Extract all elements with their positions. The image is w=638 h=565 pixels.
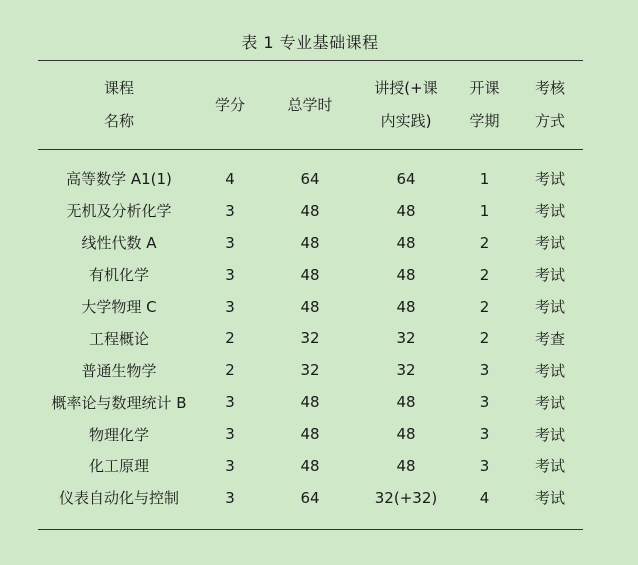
table-row <box>38 291 583 323</box>
cell-assessment: 考查 <box>534 329 565 348</box>
cell-semester: 3 <box>479 456 490 475</box>
cell-lecture-hours: 48 <box>396 297 416 316</box>
cell-credits: 3 <box>225 393 235 412</box>
cell-assessment: 考试 <box>534 489 565 508</box>
cell-credits: 3 <box>225 425 235 444</box>
cell-total-hours: 48 <box>300 265 320 284</box>
cell-total-hours: 48 <box>300 456 320 475</box>
table-row <box>38 195 583 227</box>
cell-lecture-hours: 48 <box>396 233 416 252</box>
cell-course-name: 物理化学 <box>88 425 149 444</box>
cell-total-hours: 48 <box>300 233 320 252</box>
header-total-hours-line1: 总学时 <box>287 95 333 114</box>
header-course-name-line1: 课程 <box>103 79 134 97</box>
header-assessment-line1: 考核 <box>534 79 565 97</box>
cell-total-hours: 64 <box>300 169 320 188</box>
table-bottom-rule <box>38 529 583 530</box>
cell-assessment: 考试 <box>534 425 565 444</box>
cell-assessment: 考试 <box>534 234 565 253</box>
cell-credits: 3 <box>225 456 235 475</box>
table-row <box>38 322 583 354</box>
cell-total-hours: 32 <box>300 329 320 348</box>
cell-course-name: 高等数学 A1(1) <box>66 170 172 189</box>
table-row <box>38 450 583 482</box>
cell-credits: 3 <box>225 265 235 284</box>
cell-semester: 4 <box>479 488 490 507</box>
cell-semester: 3 <box>479 425 490 444</box>
cell-semester: 1 <box>479 201 490 220</box>
cell-total-hours: 32 <box>300 361 320 380</box>
table-row <box>38 418 583 450</box>
cell-credits: 2 <box>225 361 235 380</box>
table-row <box>38 354 583 386</box>
cell-assessment: 考试 <box>534 393 565 412</box>
cell-lecture-hours: 48 <box>396 456 416 475</box>
cell-semester: 2 <box>479 265 490 284</box>
cell-semester: 2 <box>479 329 490 348</box>
cell-total-hours: 64 <box>300 488 320 507</box>
cell-course-name: 普通生物学 <box>81 361 157 380</box>
cell-total-hours: 48 <box>300 201 320 220</box>
table-row <box>38 227 583 259</box>
header-assessment <box>517 61 583 149</box>
cell-course-name: 化工原理 <box>88 457 149 476</box>
spacer-cell <box>38 149 583 163</box>
table-header-row <box>38 61 583 149</box>
header-lecture-hours-line1: 讲授(+课 <box>374 79 438 97</box>
header-course-name-line2: 名称 <box>103 112 134 130</box>
cell-assessment: 考试 <box>534 361 565 380</box>
table-spacer-row <box>38 149 583 163</box>
cell-credits: 3 <box>225 201 235 220</box>
header-total-hours <box>260 61 360 149</box>
cell-course-name: 概率论与数理统计 B <box>51 393 187 412</box>
header-lecture-hours-line2: 内实践) <box>380 112 432 130</box>
cell-lecture-hours: 32 <box>396 329 416 348</box>
header-semester-line2: 学期 <box>469 112 500 130</box>
cell-assessment: 考试 <box>534 202 565 221</box>
cell-total-hours: 48 <box>300 297 320 316</box>
cell-total-hours: 48 <box>300 425 320 444</box>
cell-credits: 4 <box>225 169 235 188</box>
header-semester <box>452 61 517 149</box>
table-row <box>38 259 583 291</box>
cell-assessment: 考试 <box>534 298 565 316</box>
cell-semester: 2 <box>479 297 490 316</box>
cell-course-name: 仪表自动化与控制 <box>58 489 179 508</box>
header-credits-line1: 学分 <box>214 95 245 114</box>
table-row <box>38 482 583 514</box>
cell-semester: 1 <box>479 169 490 188</box>
header-semester-line1: 开课 <box>469 79 500 97</box>
cell-lecture-hours: 32(+32) <box>374 488 438 507</box>
cell-lecture-hours: 48 <box>396 425 416 444</box>
cell-credits: 3 <box>225 488 235 507</box>
cell-course-name: 无机及分析化学 <box>66 202 172 221</box>
cell-lecture-hours: 64 <box>396 169 416 188</box>
table-caption: 表 1 专业基础课程 <box>241 33 379 52</box>
table-row <box>38 386 583 418</box>
header-credits <box>200 61 260 149</box>
cell-course-name: 线性代数 A <box>81 234 157 253</box>
cell-course-name: 有机化学 <box>88 266 149 285</box>
cell-semester: 3 <box>479 393 490 412</box>
header-course-name <box>38 61 200 149</box>
cell-assessment: 考试 <box>534 266 565 285</box>
cell-course-name: 工程概论 <box>88 329 149 348</box>
cell-credits: 3 <box>225 297 235 316</box>
cell-credits: 2 <box>225 329 235 348</box>
cell-lecture-hours: 48 <box>396 265 416 284</box>
header-lecture-hours <box>360 61 452 149</box>
cell-lecture-hours: 48 <box>396 201 416 220</box>
header-assessment-line2: 方式 <box>534 112 565 130</box>
cell-lecture-hours: 32 <box>396 361 416 380</box>
cell-total-hours: 48 <box>300 393 320 412</box>
cell-semester: 3 <box>479 361 490 380</box>
cell-lecture-hours: 48 <box>396 393 416 412</box>
cell-course-name: 大学物理 C <box>81 298 157 316</box>
cell-credits: 3 <box>225 233 235 252</box>
cell-semester: 2 <box>479 233 490 252</box>
course-table <box>38 61 583 514</box>
cell-assessment: 考试 <box>534 170 565 189</box>
cell-assessment: 考试 <box>534 457 565 476</box>
table-row <box>38 163 583 195</box>
